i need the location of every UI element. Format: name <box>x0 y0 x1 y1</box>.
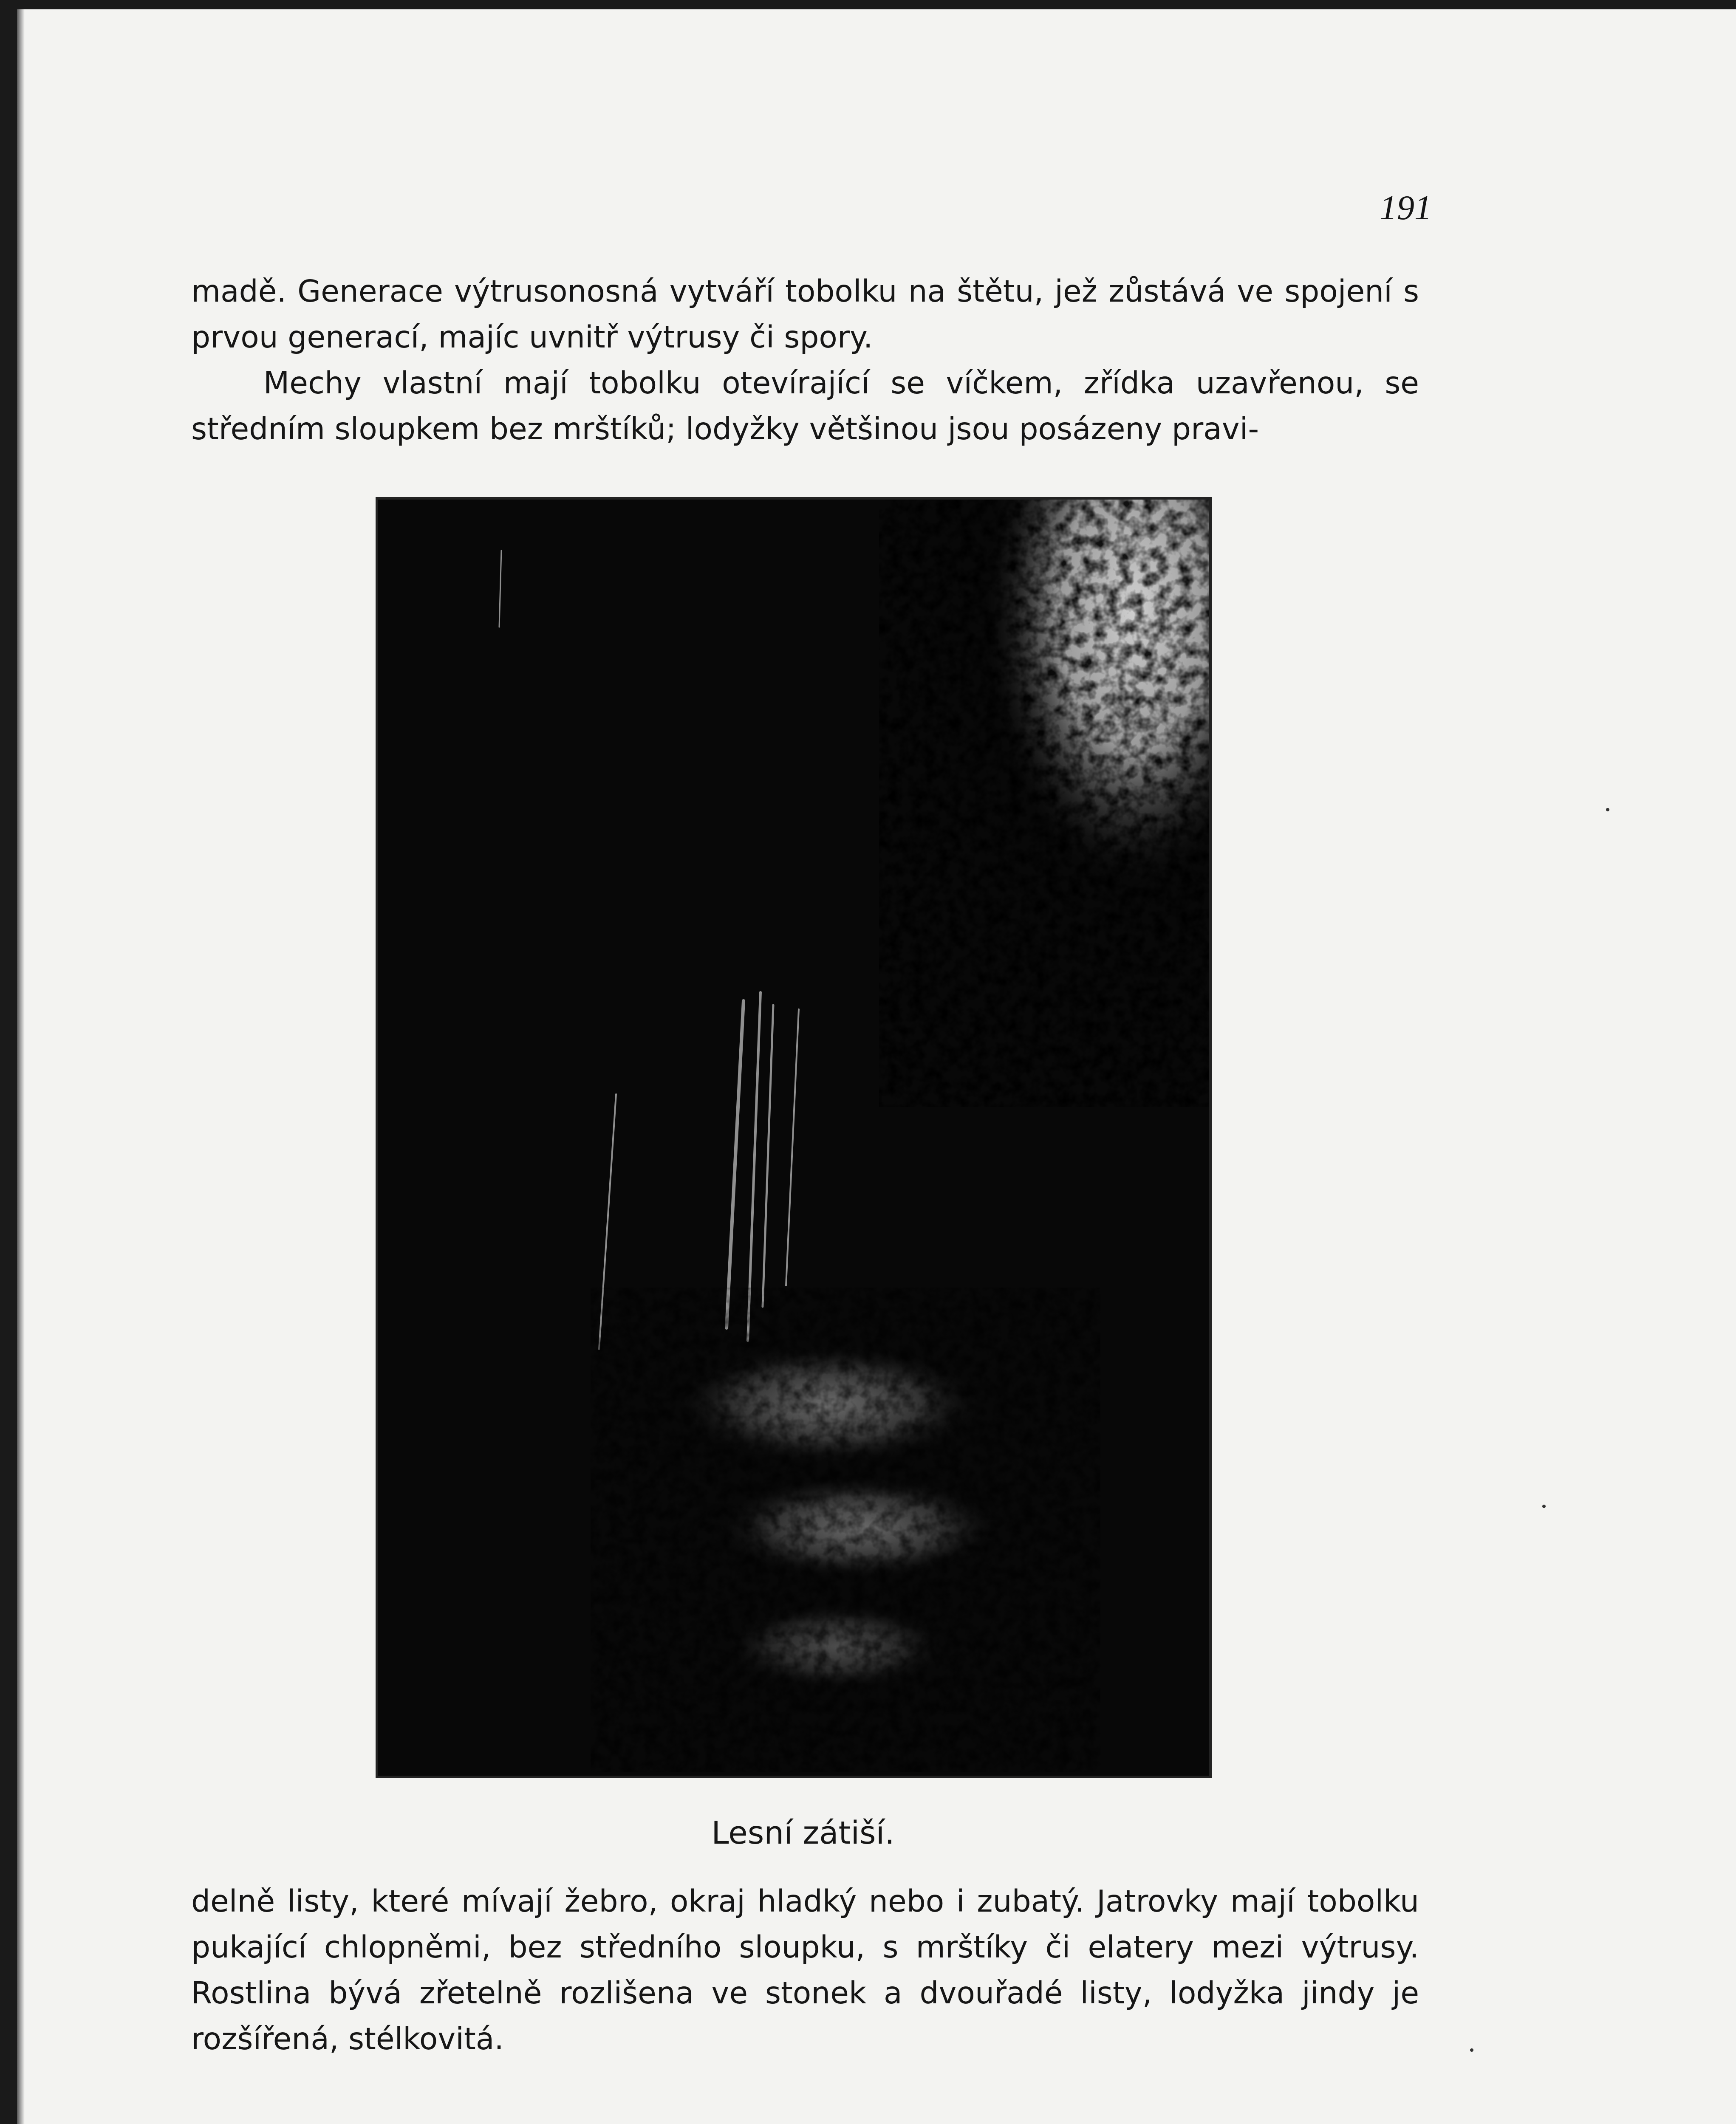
dust-speck <box>1470 2048 1473 2052</box>
top-text-block <box>191 268 1419 452</box>
paragraph-1: madě. Generace výtrusonosná vytváří tobolku na štětu, jež zůstává ve spojení s prvou generací, majíc uvnitř výtrusy či spory. <box>191 274 1419 355</box>
figure-caption: Lesní zátiší. <box>711 1815 895 1851</box>
forest-photo-image <box>378 500 1209 1776</box>
paragraph-2: Mechy vlastní mají tobolku otevírající se víčkem, zřídka uzavřenou, se středním sloupkem bez mrštíků; lodyžky většinou jsou posázeny pravi- <box>191 365 1419 446</box>
dust-speck <box>1606 808 1609 811</box>
page-edge-shadow <box>17 9 25 2124</box>
paragraph-3: delně listy, které mívají žebro, okraj hladký nebo i zubatý. Jatrovky mají tobolku pukající chlopněmi, bez středního sloupku, s mrštíky či elatery mezi výtrusy. Rostlina bývá zřetelně rozlišena ve stonek a dvouřadé listy, lodyžka jindy je rozšířená, stélkovitá. <box>191 1884 1419 2056</box>
page-number: 191 <box>1380 188 1432 227</box>
forest-photograph <box>376 497 1212 1778</box>
dust-speck <box>1542 1505 1546 1508</box>
book-page <box>17 9 1736 2124</box>
bottom-text-block <box>191 1878 1419 2062</box>
